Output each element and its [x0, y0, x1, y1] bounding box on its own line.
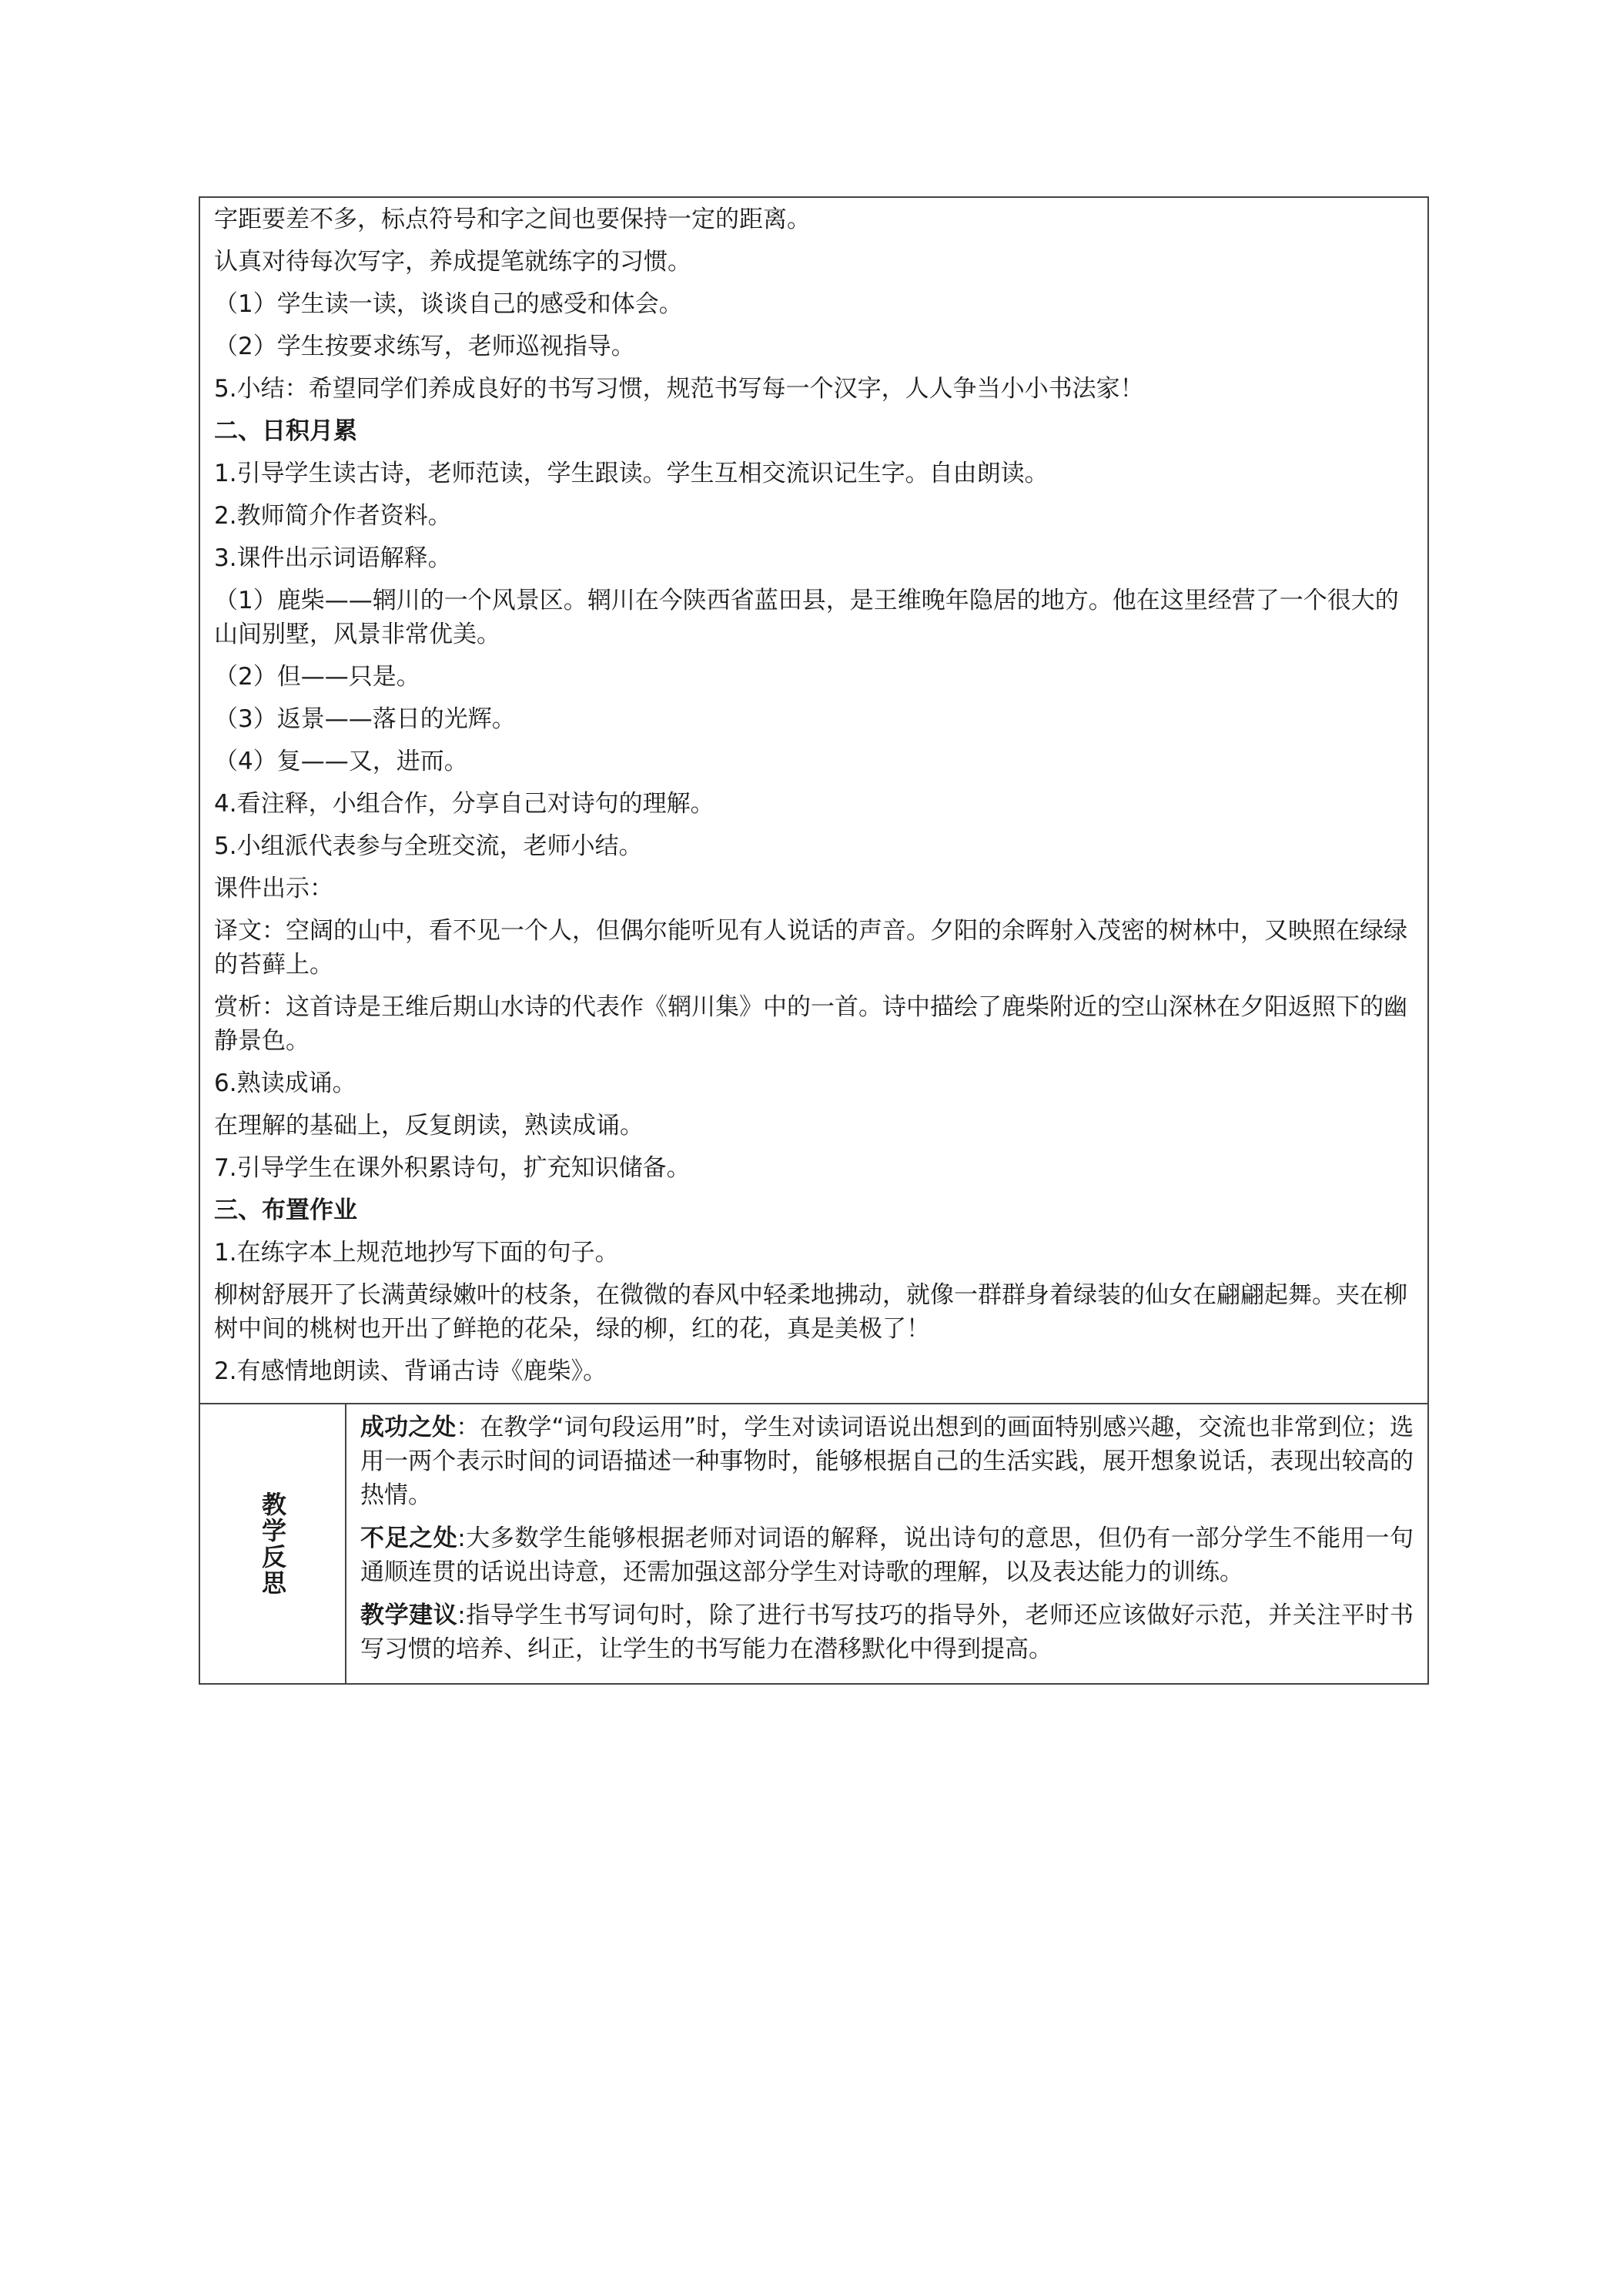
content-line: 2.有感情地朗读、背诵古诗《鹿柴》。 — [214, 1357, 607, 1385]
reflection-item — [360, 1598, 1414, 1666]
content-line: 课件出示： — [214, 875, 333, 902]
content-line: 1.引导学生读古诗，老师范读，学生跟读。学生互相交流识记生字。自由朗读。 — [214, 460, 1049, 487]
reflection-item — [360, 1521, 1414, 1589]
reflection-label: 教学反思 — [258, 1491, 287, 1596]
reflection-item-title: 不足之处 — [360, 1525, 458, 1552]
content-line: 5.小结：希望同学们养成良好的书写习惯，规范书写每一个汉字，人人争当小小书法家！ — [214, 375, 1144, 403]
section-heading: 三、布置作业 — [214, 1197, 357, 1224]
content-line: （3）返景——落日的光辉。 — [214, 705, 516, 733]
content-paragraph: （1）鹿柴——辋川的一个风景区。辋川在今陕西省蓝田县，是王维晚年隐居的地方。他在这里经营了一个很大的山间别墅，风景非常优美。 — [214, 587, 1399, 648]
content-line: 认真对待每次写字，养成提笔就练字的习惯。 — [214, 248, 691, 276]
content-line: （1）学生读一读，谈谈自己的感受和体会。 — [214, 290, 683, 318]
content-line: 1.在练字本上规范地抄写下面的句子。 — [214, 1239, 619, 1267]
content-paragraph: 柳树舒展开了长满黄绿嫩叶的枝条，在微微的春风中轻柔地拂动，就像一群群身着绿装的仙女在翩翩起舞。夹在柳树中间的桃树也开出了鲜艳的花朵，绿的柳，红的花，真是美极了！ — [214, 1281, 1407, 1343]
reflection-content-cell — [346, 1404, 1427, 1683]
content-line: 2.教师简介作者资料。 — [214, 502, 452, 530]
reflection-item-title: 教学建议 — [360, 1602, 458, 1629]
reflection-item-text: ：在教学“词句段运用”时，学生对读词语说出想到的画面特别感兴趣，交流也非常到位；选用一两个表示时间的词语描述一种事物时，能够根据自己的生活实践，展开想象说话，表现出较高的热情。 — [360, 1414, 1414, 1509]
section-heading: 二、日积月累 — [214, 417, 357, 445]
content-line: 3.课件出示词语解释。 — [214, 544, 452, 572]
content-paragraph: 译文：空阔的山中，看不见一个人，但偶尔能听见有人说话的声音。夕阳的余晖射入茂密的树林中，又映照在绿绿的苔藓上。 — [214, 917, 1407, 979]
lesson-table — [199, 196, 1429, 1685]
content-line: （2）但——只是。 — [214, 663, 420, 691]
reflection-item — [360, 1411, 1414, 1512]
content-line: 字距要差不多，标点符号和字之间也要保持一定的距离。 — [214, 206, 811, 233]
reflection-label-cell — [200, 1404, 346, 1683]
content-paragraph: 赏析：这首诗是王维后期山水诗的代表作《辋川集》中的一首。诗中描绘了鹿柴附近的空山深林在夕阳返照下的幽静景色。 — [214, 993, 1407, 1055]
content-line: 7.引导学生在课外积累诗句，扩充知识储备。 — [214, 1154, 691, 1182]
reflection-item-text: :大多数学生能够根据老师对词语的解释，说出诗句的意思，但仍有一部分学生不能用一句通顺连贯的话说出诗意，还需加强这部分学生对诗歌的理解，以及表达能力的训练。 — [360, 1525, 1414, 1586]
content-line: 6.熟读成诵。 — [214, 1069, 356, 1097]
reflection-row — [200, 1404, 1427, 1683]
content-line: 在理解的基础上，反复朗读，熟读成诵。 — [214, 1112, 644, 1140]
reflection-item-text: :指导学生书写词句时，除了进行书写技巧的指导外，老师还应该做好示范，并关注平时书写习惯的培养、纠正，让学生的书写能力在潜移默化中得到提高。 — [360, 1602, 1414, 1663]
reflection-item-title: 成功之处 — [360, 1414, 457, 1441]
content-line: （4）复——又，进而。 — [214, 748, 468, 775]
content-line: （2）学生按要求练写，老师巡视指导。 — [214, 333, 635, 360]
content-line: 4.看注释，小组合作，分享自己对诗句的理解。 — [214, 790, 714, 818]
lesson-content-cell — [200, 198, 1427, 1404]
content-line: 5.小组派代表参与全班交流，老师小结。 — [214, 832, 643, 860]
